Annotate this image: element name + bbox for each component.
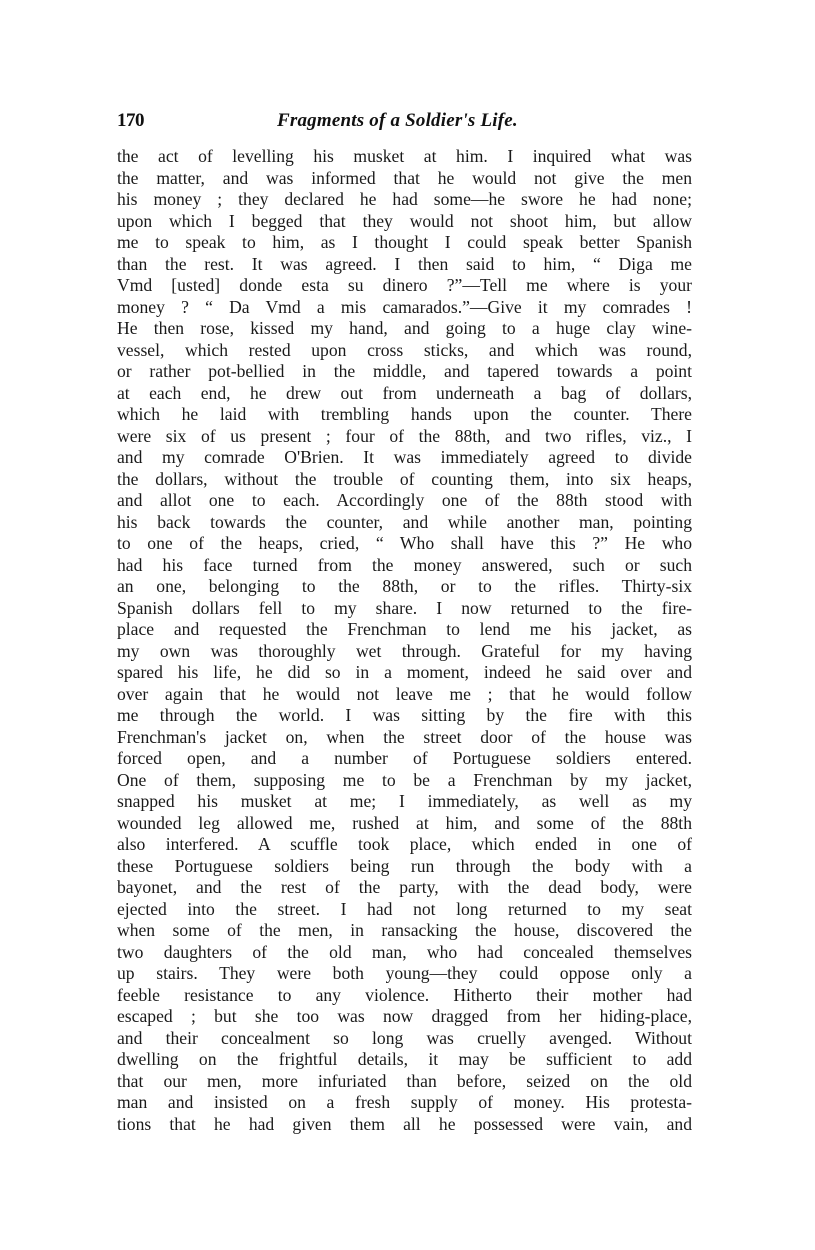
body-text [117,146,695,1135]
text-line: feeble resistance to any violence. Hitherto their mother had [117,984,692,1005]
text-line: an one, belonging to the 88th, or to the rifles. Thirty-six [117,576,692,596]
text-line: escaped ; but she too was now dragged from her hiding-place, [117,1006,692,1026]
text-line: and allot one to each. Accordingly one of the 88th stood with [117,490,692,510]
book-page [117,108,695,1135]
text-line: these Portuguese soldiers being run through the body with a [117,855,692,876]
text-line: vessel, which rested upon cross sticks, and which was round, [117,339,692,360]
text-line: the matter, and was informed that he would not give the men [117,167,692,188]
text-line: when some of the men, in ransacking the house, discovered the [117,920,692,940]
text-line: snapped his musket at me; I immediately, as well as my [117,791,692,811]
text-line: than the rest. It was agreed. I then said to him, “ Diga me [117,253,692,274]
text-line: my own was thoroughly wet through. Grateful for my having [117,640,692,661]
text-line: One of them, supposing me to be a Frenchman by my jacket, [117,769,692,790]
text-line: to one of the heaps, cried, “ Who shall have this ?” He who [117,533,692,553]
running-head [117,108,695,138]
text-line: had his face turned from the money answered, such or such [117,554,692,575]
page-number: 170 [117,110,144,131]
text-line: that our men, more infuriated than before, seized on the old [117,1070,692,1091]
text-line: the dollars, without the trouble of counting them, into six heaps, [117,468,692,489]
text-line: ejected into the street. I had not long returned to my seat [117,898,692,919]
text-line: money ? “ Da Vmd a mis camarados.”—Give it my comrades ! [117,296,692,317]
text-line: over again that he would not leave me ; that he would follow [117,683,692,704]
text-line: or rather pot-bellied in the middle, and tapered towards a point [117,361,692,381]
text-line: at each end, he drew out from underneath a bag of dollars, [117,382,692,403]
text-line: spared his life, he did so in a moment, indeed he said over and [117,662,692,682]
text-line: He then rose, kissed my hand, and going to a huge clay wine- [117,318,692,338]
text-line: Vmd [usted] donde esta su dinero ?”—Tell me where is your [117,275,692,295]
text-line: me to speak to him, as I thought I could speak better Spanish [117,232,692,252]
text-line: which he laid with trembling hands upon the counter. There [117,404,692,424]
text-line: upon which I begged that they would not shoot him, but allow [117,210,692,231]
text-line: Spanish dollars fell to my share. I now returned to the fire- [117,597,692,618]
text-line: two daughters of the old man, who had concealed themselves [117,941,692,962]
text-line: wounded leg allowed me, rushed at him, and some of the 88th [117,812,692,833]
text-line: dwelling on the frightful details, it may be sufficient to add [117,1049,692,1069]
text-line: forced open, and a number of Portuguese soldiers entered. [117,748,692,768]
text-line: bayonet, and the rest of the party, with the dead body, were [117,877,692,897]
text-line: Frenchman's jacket on, when the street door of the house was [117,726,692,747]
text-line: and my comrade O'Brien. It was immediately agreed to divide [117,447,692,467]
text-line: place and requested the Frenchman to lend me his jacket, as [117,619,692,639]
text-line: me through the world. I was sitting by the fire with this [117,705,692,725]
text-line: man and insisted on a fresh supply of money. His protesta- [117,1092,692,1112]
text-line: also interfered. A scuffle took place, which ended in one of [117,834,692,854]
text-line: up stairs. They were both young—they could oppose only a [117,963,692,983]
text-line: tions that he had given them all he possessed were vain, and [117,1113,692,1134]
text-line: his back towards the counter, and while another man, pointing [117,511,692,532]
text-line: the act of levelling his musket at him. I inquired what was [117,146,692,166]
running-title: Fragments of a Soldier's Life. [277,110,518,131]
text-line: were six of us present ; four of the 88th, and two rifles, viz., I [117,425,692,446]
text-line: and their concealment so long was cruelly avenged. Without [117,1027,692,1048]
text-line: his money ; they declared he had some—he swore he had none; [117,189,692,209]
